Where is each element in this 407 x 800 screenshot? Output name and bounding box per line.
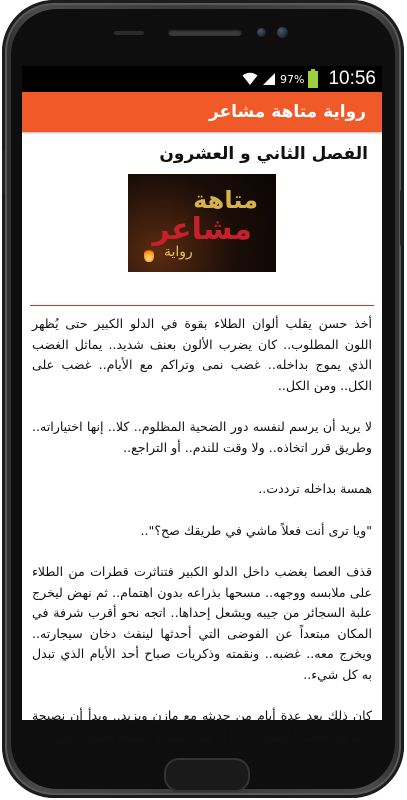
power-button[interactable] — [400, 190, 403, 246]
cover-subtitle: رواية — [164, 244, 193, 260]
screen — [22, 66, 382, 744]
paragraph: أخذ حسن يقلب ألوان الطلاء بقوة في الدلو الكبير حتى يُظهر اللون المطلوب.. كان يضرب الألون بعنف شديد.. يماثل الغضب الذي يموج بداخله.. غضب نمى وتراكم مع الأيام.. غضب على الكل.. ومن الكل.. — [32, 316, 372, 393]
cover-image — [128, 174, 276, 272]
app-title: رواية متاهة مشاعر — [208, 102, 366, 122]
earpiece — [168, 29, 242, 36]
paragraph: لا يريد أن يرسم لنفسه دور الضحية المظلوم.. كلا.. إنها اختياراته.. وطريق قرر اتخاذه.. ولا وقت للندم.. أو التراجع.. — [32, 419, 372, 455]
status-bar — [22, 66, 382, 92]
battery-icon — [308, 71, 318, 88]
sensor-icon — [257, 28, 266, 37]
brand-mark — [114, 31, 144, 35]
front-camera-icon — [277, 27, 288, 38]
battery-percent: 97% — [280, 72, 305, 86]
cover-title-line2: مشاعر — [152, 212, 252, 247]
wifi-icon — [242, 72, 258, 86]
paragraph: كان ذلك بعد عدة أيام من حديثه مع مازن ويزيد.. وبدأ أن نصيحة يزيد قد نجحت بالفعل.. وبدأت تلك المساه ابتسام اظهار بعض — [32, 708, 372, 744]
chapter-title: الفصل الثاني و العشرون — [159, 144, 368, 164]
candle-flame-icon — [144, 248, 154, 262]
signal-icon — [262, 72, 276, 86]
paragraph: همسة بداخله ترددت.. — [258, 481, 372, 496]
volume-button[interactable] — [2, 150, 5, 194]
cover-title-line1: متاهة — [193, 186, 258, 214]
clock: 10:56 — [328, 68, 376, 89]
paragraph: "ويا ترى أنت فعلاً ماشي في طريقك صح؟".. — [140, 522, 372, 538]
paragraph: قذف العصا بغضب داخل الدلو الكبير فتناثرت قطرات من الطلاء على ملابسه ووجهه.. مسحها بذراعه بدون اهتمام.. ثم نهض ليخرج علبة السجائر من جيبه ويشعل إحداها.. اتجه نحو أقرب شرفة في المكان مبتعداً عن الفوضى التي أحدثها لينفث دخان سيجارته.. ويخرج معه.. غضبه.. ونقمته وذكريات صباح أحد الأيام الذي تبدل به كل شيء.. — [32, 564, 372, 682]
reader-content[interactable] — [22, 144, 382, 747]
divider — [30, 305, 374, 306]
app-bar — [22, 92, 382, 132]
home-button[interactable] — [164, 758, 250, 792]
